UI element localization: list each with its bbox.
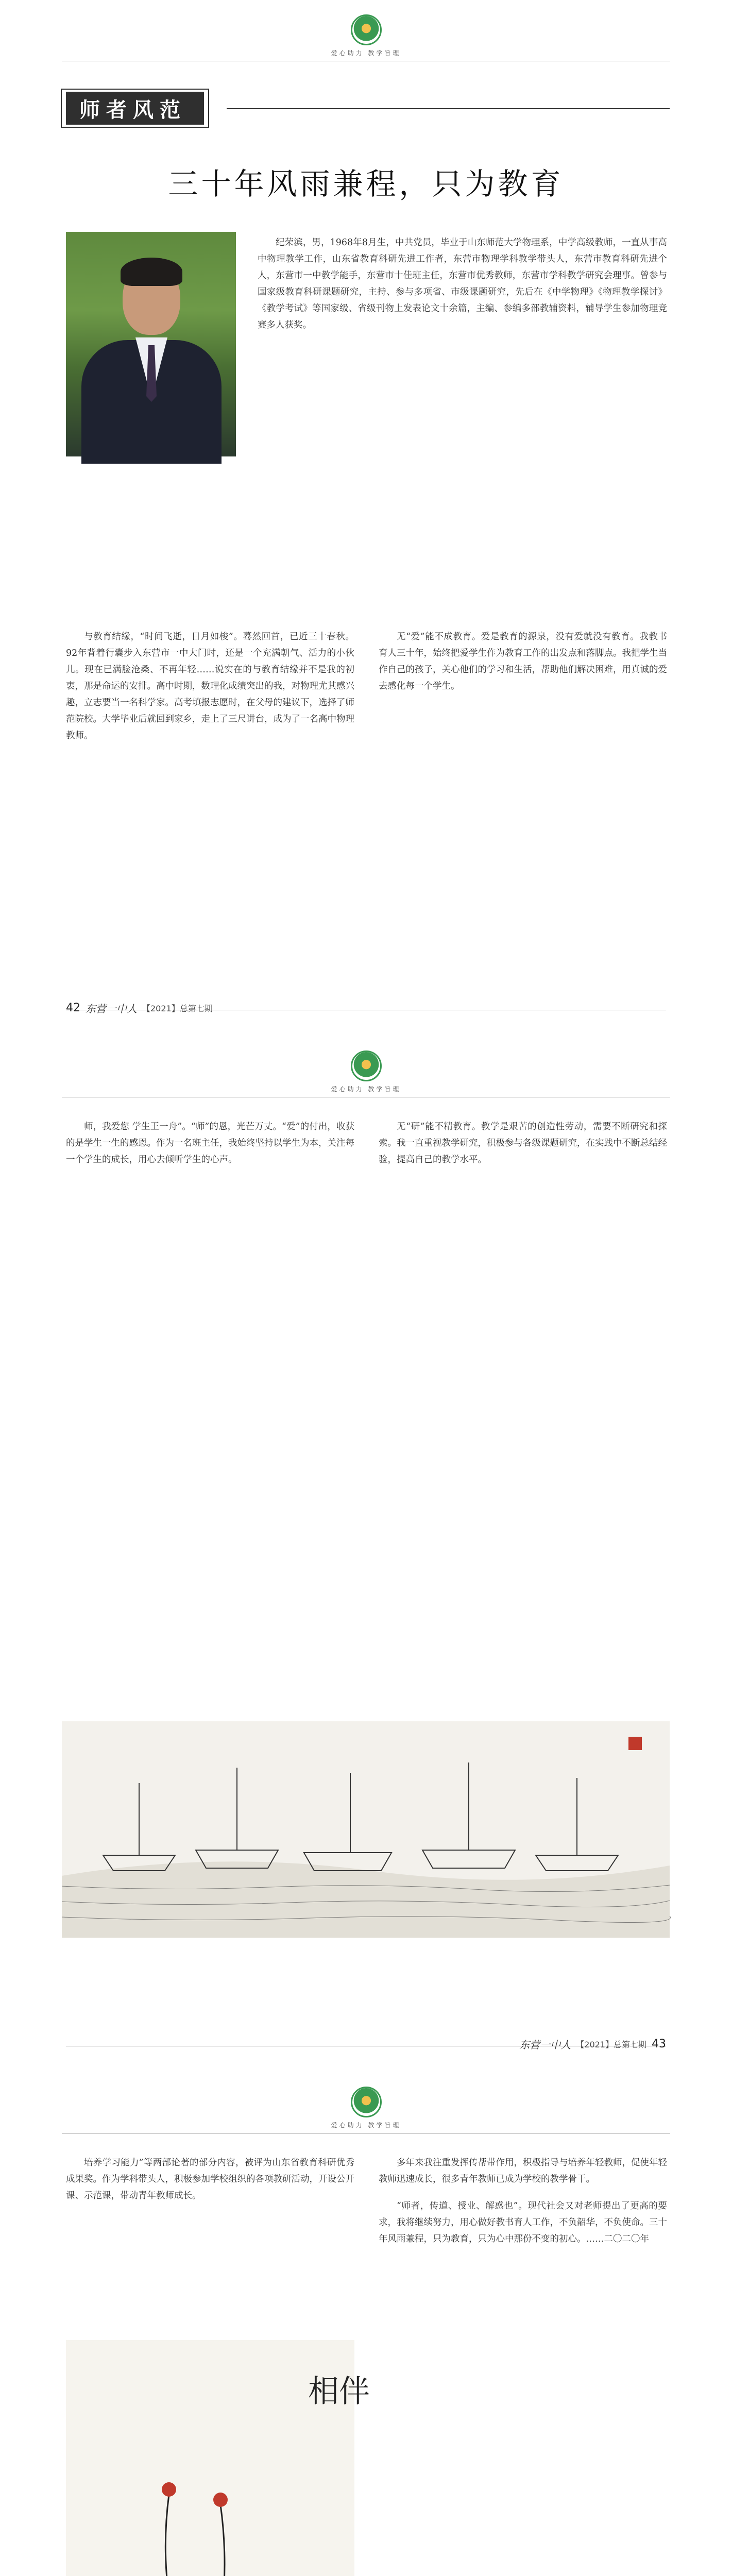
crane-ink-artwork <box>66 2340 370 2576</box>
issue-label: 【2021】总第七期 <box>576 2040 646 2049</box>
intro-paragraph: 纪荣滨，男，1968年8月生，中共党员，毕业于山东师范大学物理系，中学高级教师，一直从事高中物理教学工作，山东省教育科研先进工作者，东营市物理学科教学带头人，东营市教育科研先进个人，东营市一中教学能手，东营市十佳班主任，东营市优秀教师，东营市学科教学研究会理事。曾参与国家级教育科研课题研究，主持、参与多项省、市级课题研究，先后在《中学物理》《物理教学探讨》《教学考试》等国家级、省级刊物上发表论文十余篇，主编、参编多部教辅资料，辅导学生参加物理竞赛多人获奖。 <box>258 238 667 330</box>
paragraph: 无“爱”能不成教育。爱是教育的源泉，没有爱就没有教育。我教书育人三十年，始终把爱学生作为教育工作的出发点和落脚点。我把学生当作自己的孩子，关心他们的学习和生活，帮助他们解决困难，用真诚的爱去感化每一个学生。 <box>379 632 667 691</box>
crane-painting <box>66 2340 370 2576</box>
column-left-p42 <box>66 629 354 744</box>
portrait-photo <box>66 232 236 456</box>
page-number: 43 <box>652 2038 666 2050</box>
header-logo <box>0 14 732 57</box>
banner-divider <box>227 108 670 109</box>
intro-text <box>258 234 667 333</box>
column-left-p44 <box>66 2155 354 2204</box>
school-logo-icon <box>351 1050 382 1081</box>
page-number: 42 <box>66 1002 80 1014</box>
logo-text: 爱心助力 教学旨理 <box>331 49 401 57</box>
paragraph: 多年来我注重发挥传帮带作用，积极指导与培养年轻教师，促使年轻教师迅速成长，很多青年教师已成为学校的教学骨干。 <box>379 2158 667 2184</box>
column-right-p43 <box>379 1118 667 1168</box>
school-logo-icon <box>351 2087 382 2117</box>
page-44 <box>0 2072 732 2576</box>
column-right-p42 <box>379 629 667 694</box>
page-43 <box>0 1036 732 2072</box>
section-banner <box>66 90 220 126</box>
magazine-brand: 东营一中人 <box>86 1003 137 1015</box>
harbor-ink-artwork <box>62 1721 670 1938</box>
paragraph: 无“研”能不精教育。教学是艰苦的创造性劳动，需要不断研究和探索。我一直重视教学研究，积极参与各级课题研究，在实践中不断总结经验，提高自己的教学水平。 <box>379 1122 667 1165</box>
paragraph: 师，我爱您 学生王一舟”。“师”的恩，光芒万丈。“爱”的付出，收获的是学生一生的感恩。作为一名班主任，我始终坚持以学生为本，关注每一个学生的成长，用心去倾听学生的心声。 <box>66 1122 354 1165</box>
school-logo-icon <box>351 14 382 45</box>
issue-label: 【2021】总第七期 <box>142 1004 213 1013</box>
page-42 <box>0 0 732 1036</box>
page-footer <box>519 2037 666 2052</box>
page-footer <box>66 1001 213 1015</box>
section-title: 师者风范 <box>66 92 204 125</box>
harbor-painting <box>62 1721 670 1938</box>
painting-caption: 相伴 <box>308 2374 370 2410</box>
magazine-brand: 东营一中人 <box>519 2039 571 2051</box>
logo-text: 爱心助力 教学旨理 <box>331 2122 401 2129</box>
column-left-p43 <box>66 1118 354 1168</box>
logo-text: 爱心助力 教学旨理 <box>331 1086 401 1093</box>
column-right-p44 <box>379 2155 667 2247</box>
header-logo <box>0 1050 732 1093</box>
paragraph: 培养学习能力”等两部论著的部分内容，被评为山东省教育科研优秀成果奖。作为学科带头人，积极参加学校组织的各项教研活动，开设公开课、示范课，带动青年教师成长。 <box>66 2158 354 2201</box>
header-logo <box>0 2087 732 2129</box>
article-title: 三十年风雨兼程，只为教育 <box>168 166 564 201</box>
paragraph: 与教育结缘，“时间飞逝，日月如梭”。蓦然回首，已近三十春秋。92年背着行囊步入东营市一中大门时，还是一个充满朝气、活力的小伙儿。现在已满脸沧桑、不再年轻……说实在的与教育结缘并不是我的初衷，那是命运的安排。高中时期，数理化成绩突出的我，对物理尤其感兴趣，立志要当一名科学家。高考填报志愿时，在父母的建议下，选择了师范院校。大学毕业后就回到家乡，走上了三尺讲台，成为了一名高中物理教师。 <box>66 632 354 741</box>
closing-paragraph: “师者，传道、授业、解惑也”。现代社会又对老师提出了更高的要求，我将继续努力，用心做好教书育人工作，不负韶华，不负使命。三十年风雨兼程，只为教育，只为心中那份不变的初心。……二〇二〇年 <box>379 2201 667 2244</box>
